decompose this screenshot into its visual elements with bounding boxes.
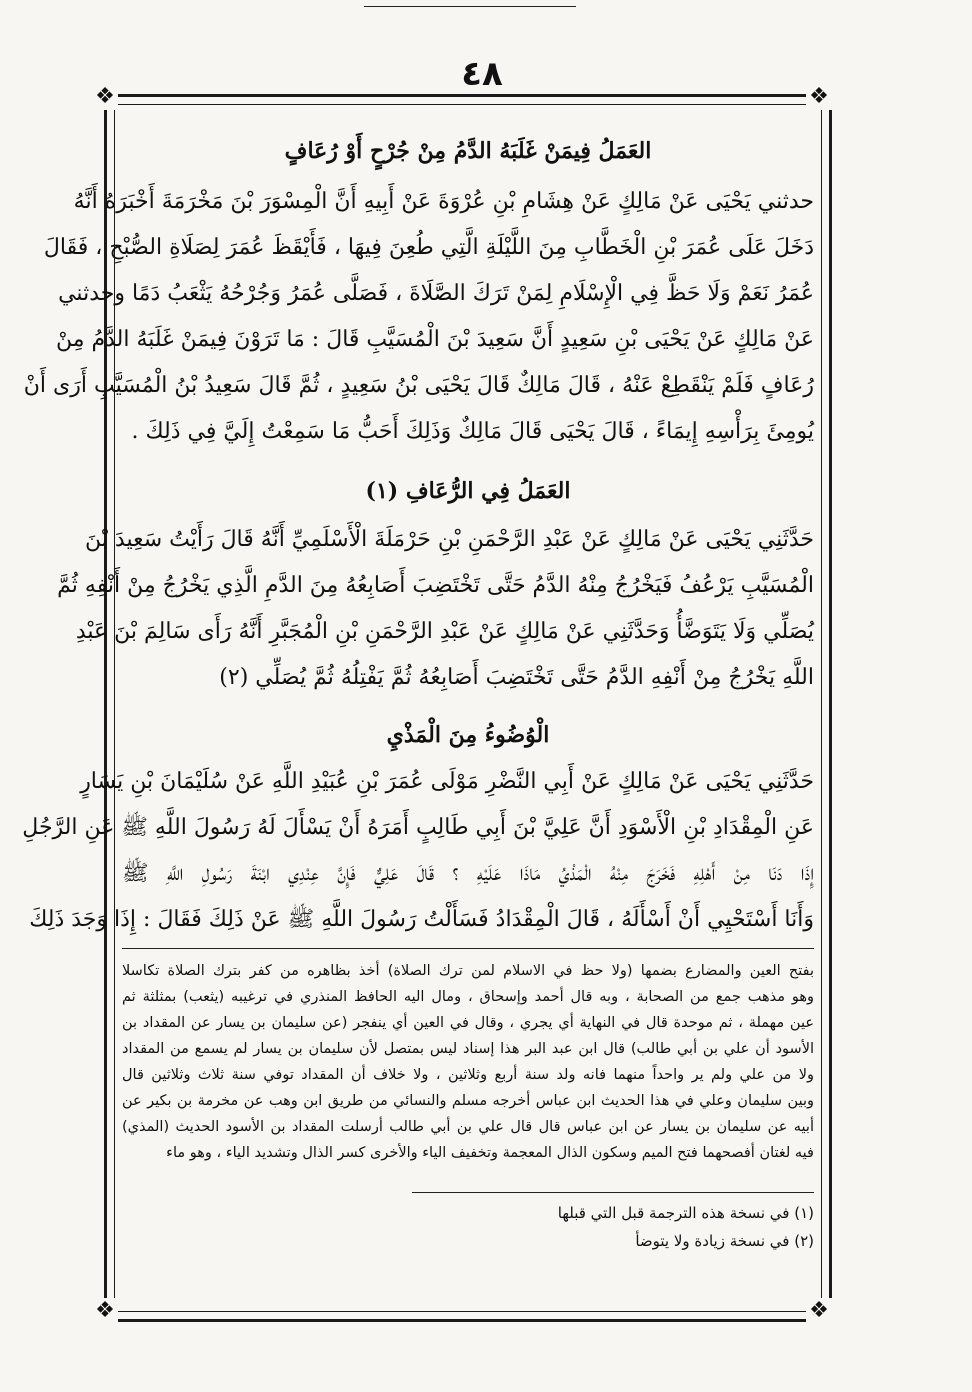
- section-heading: العَمَلُ فِي الرُّعَافِ (١): [365, 478, 571, 504]
- text-line: يُومِئَ بِرَأْسِهِ إِيمَاءً ، قَالَ يَحْيَى قَالَ مَالِكٌ وَذَلِكَ أَحَبُّ مَا سَمِعْتُ إِلَيَّ فِي ذَلِكَ .: [131, 419, 814, 444]
- commentary-line: عين مهملة ، ثم موحدة قال في النهاية أي يجري ، وقال في العين أي ينفجر (عن سليمان بن يسار عن المقداد بن: [122, 1015, 814, 1031]
- commentary-line: فيه لغتان أفصحهما فتح الميم وسكون الذال المعجمة وتخفيف الياء والأخرى كسر الذال وتشديد الياء ، وهو ماء: [166, 1145, 814, 1161]
- text-line: حَدَّثَنِي يَحْيَى عَنْ مَالِكٍ عَنْ أَبِي النَّضْرِ مَوْلَى عُمَرَ بْنِ عُبَيْدِ اللَّهِ عَنْ سُلَيْمَانَ بْنِ يَسَارٍ: [80, 769, 814, 794]
- footnote: (٢) في نسخة زيادة ولا يتوضأ: [635, 1232, 814, 1250]
- text-line: حَدَّثَنِي يَحْيَى عَنْ مَالِكٍ عَنْ عَبْدِ الرَّحْمَنِ بْنِ حَرْمَلَةَ الْأَسْلَمِيِّ أَنَّهُ قَالَ رَأَيْتُ سَعِيدَ بْنَ: [85, 527, 814, 552]
- footnote: (١) في نسخة هذه الترجمة قبل التي قبلها: [557, 1204, 814, 1222]
- corner-ornament-icon: ❖: [806, 1298, 832, 1324]
- corner-ornament-icon: ❖: [806, 84, 832, 110]
- text-line: رُعَافٍ فَلَمْ يَنْقَطِعْ عَنْهُ ، قَالَ مَالِكٌ قَالَ يَحْيَى بْنُ سَعِيدٍ ، ثُمَّ قَالَ سَعِيدُ بْنُ الْمُسَيَّبِ أَرَى أَنْ: [23, 373, 814, 398]
- text-line: حدثني يَحْيَى عَنْ مَالِكٍ عَنْ هِشَامِ بْنِ عُرْوَةَ عَنْ أَبِيهِ أَنَّ الْمِسْوَرَ بْنَ مَخْرَمَةَ أَخْبَرَهُ أَنَّهُ: [73, 189, 814, 214]
- corner-ornament-icon: ❖: [92, 1298, 118, 1324]
- footnote-rule: [412, 1192, 814, 1193]
- page-content: [22, 112, 814, 1304]
- text-line: عَنِ الْمِقْدَادِ بْنِ الْأَسْوَدِ أَنَّ عَلِيَّ بْنَ أَبِي طَالِبٍ أَمَرَهُ أَنْ يَسْأَلَ لَهُ رَسُولَ اللَّهِ ﷺ عَنِ الرَّجُلِ: [22, 815, 814, 840]
- text-line: إِذَا دَنَا مِنْ أَهْلِهِ فَخَرَجَ مِنْهُ الْمَذْيُ مَاذَا عَلَيْهِ ؟ قَالَ عَلِيٌّ فَإِنَّ عِنْدِي ابْنَةَ رَسُولِ اللَّهِ ﷺ: [122, 861, 814, 886]
- text-line: دَخَلَ عَلَى عُمَرَ بْنِ الْخَطَّابِ مِنَ اللَّيْلَةِ الَّتِي طُعِنَ فِيهَا ، فَأَيْقَظَ عُمَرَ لِصَلَاةِ الصُّبْحِ ، فَقَالَ: [43, 235, 814, 260]
- text-line: الْمُسَيَّبِ يَرْعُفُ فَيَخْرُجُ مِنْهُ الدَّمُ حَتَّى تَخْتَضِبَ أَصَابِعُهُ مِنَ الدَّمِ الَّذِي يَخْرُجُ مِنْ أَنْفِهِ ثُمَّ: [57, 573, 814, 598]
- text-line: وَأَنَا أَسْتَحْيِي أَنْ أَسْأَلَهُ ، قَالَ الْمِقْدَادُ فَسَأَلْتُ رَسُولَ اللَّهِ ﷺ عَنْ ذَلِكَ فَقَالَ : إِذَا وَجَدَ ذَلِكَ: [29, 907, 814, 932]
- section-heading: العَمَلُ فِيمَنْ غَلَبَهُ الدَّمُ مِنْ جُرْحٍ أَوْ رُعَافٍ: [284, 138, 652, 164]
- commentary-line: ولا من علي ولم ير واحداً منهما فانه ولد سنة أربع وثلاثين ، ولا خلاف أن المقداد توفي سنة ثلاث وثلاثين قال: [122, 1067, 814, 1083]
- text-line: يُصَلِّي وَلَا يَتَوَضَّأُ وَحَدَّثَنِي عَنْ مَالِكٍ عَنْ عَبْدِ الرَّحْمَنِ بْنِ الْمُجَبَّرِ أَنَّهُ رَأَى سَالِمَ بْنَ عَبْدِ: [75, 619, 814, 644]
- text-line: عَنْ مَالِكٍ عَنْ يَحْيَى بْنِ سَعِيدٍ أَنَّ سَعِيدَ بْنَ الْمُسَيَّبِ قَالَ : مَا تَرَوْنَ فِيمَنْ غَلَبَهُ الدَّمُ مِنْ: [55, 327, 814, 352]
- corner-ornament-icon: ❖: [92, 84, 118, 110]
- commentary-line: الأسود أن علي بن أبي طالب) قال ابن عبد البر هذا إسناد ليس بمتصل لأن سليمان بن يسار لم يسمع من المقداد: [122, 1041, 814, 1057]
- page-number: ٤٨: [461, 54, 503, 94]
- text-line: اللَّهِ يَخْرُجُ مِنْ أَنْفِهِ الدَّمُ حَتَّى تَخْتَضِبَ أَصَابِعُهُ ثُمَّ يَفْتِلُهُ ثُمَّ يُصَلِّي (٢): [219, 665, 814, 690]
- commentary-rule: [122, 948, 814, 949]
- commentary-line: أبيه عن سليمان بن يسار عن ابن عباس قال قال علي بن أبي طالب أرسلت المقداد بن الأسود الحديث (المذي): [122, 1119, 814, 1135]
- commentary-line: بفتح العين والمضارع بضمها (ولا حظ في الاسلام لمن ترك الصلاة) أخذ بظاهره من كفر بترك الصلاة تكاسلا: [122, 963, 814, 979]
- section-heading: الْوُضُوءُ مِنَ الْمَذْيِ: [386, 722, 550, 748]
- text-line: عُمَرُ نَعَمْ وَلَا حَظَّ فِي الْإِسْلَامِ لِمَنْ تَرَكَ الصَّلَاةَ ، فَصَلَّى عُمَرُ وَجُرْحُهُ يَثْعَبُ دَمًا وحدثني: [58, 281, 814, 306]
- top-rule: [364, 6, 576, 7]
- commentary-line: وبين سليمان وعلي في هذا الحديث ابن عباس أخرجه مسلم والنسائي من طريق ابن وهب عن مخرمة بن بكير عن: [122, 1093, 814, 1109]
- commentary-line: وهو مذهب جمع من الصحابة ، وبه قال أحمد وإسحاق ، ومال اليه الحافظ المنذري في ترغيبه (يثعب) بمثلثة ثم: [122, 989, 814, 1005]
